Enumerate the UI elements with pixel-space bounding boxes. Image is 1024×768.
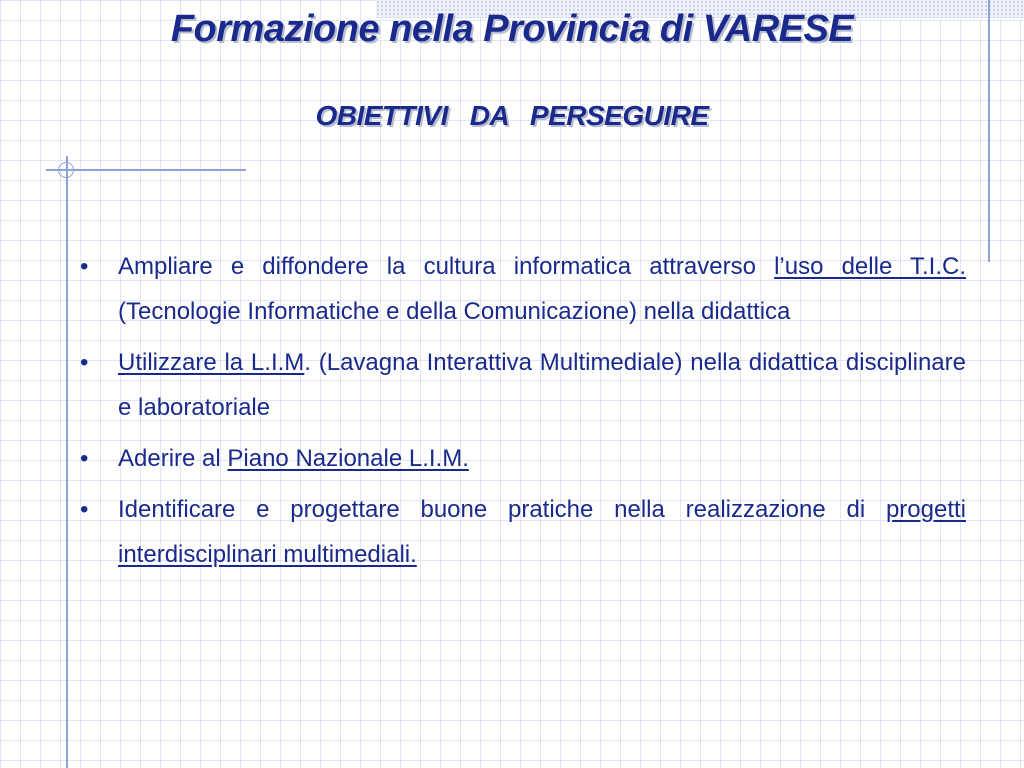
bullet-text: Aderire al <box>118 445 228 472</box>
left-vertical-rule <box>66 156 68 768</box>
piano-nazionale-link[interactable]: Piano Nazionale L.I.M. <box>227 445 469 472</box>
objectives-list <box>80 244 966 583</box>
slide-title: Formazione nella Provincia di VARESE <box>170 8 854 50</box>
slide-subtitle: OBIETTIVI DA PERSEGUIRE <box>315 100 709 131</box>
bullet-text: Ampliare e diffondere la cultura informatica attraverso <box>118 253 775 280</box>
progetti-link[interactable]: progetti interdisciplinari multimediali. <box>118 496 966 568</box>
bullet-marker: • <box>80 349 89 376</box>
list-item <box>80 487 966 577</box>
lim-link[interactable]: Utilizzare la L.I.M <box>118 349 305 376</box>
bullet-text: . (Lavagna Interattiva Multimediale) nella didattica disciplinare e laboratoriale <box>118 349 966 421</box>
bullet-text: Identificare e progettare buone pratiche nella realizzazione di <box>118 496 886 523</box>
horizontal-rule <box>46 169 246 171</box>
list-item <box>80 340 966 430</box>
list-item <box>80 436 966 481</box>
list-item <box>80 244 966 334</box>
bullet-text: (Tecnologie Informatiche e della Comunicazione) nella didattica <box>118 298 791 325</box>
tic-link[interactable]: l’uso delle T.I.C. <box>774 253 966 280</box>
ring-ornament <box>58 162 74 178</box>
bullet-marker: • <box>80 496 89 523</box>
bullet-marker: • <box>80 445 89 472</box>
bullet-marker: • <box>80 253 89 280</box>
